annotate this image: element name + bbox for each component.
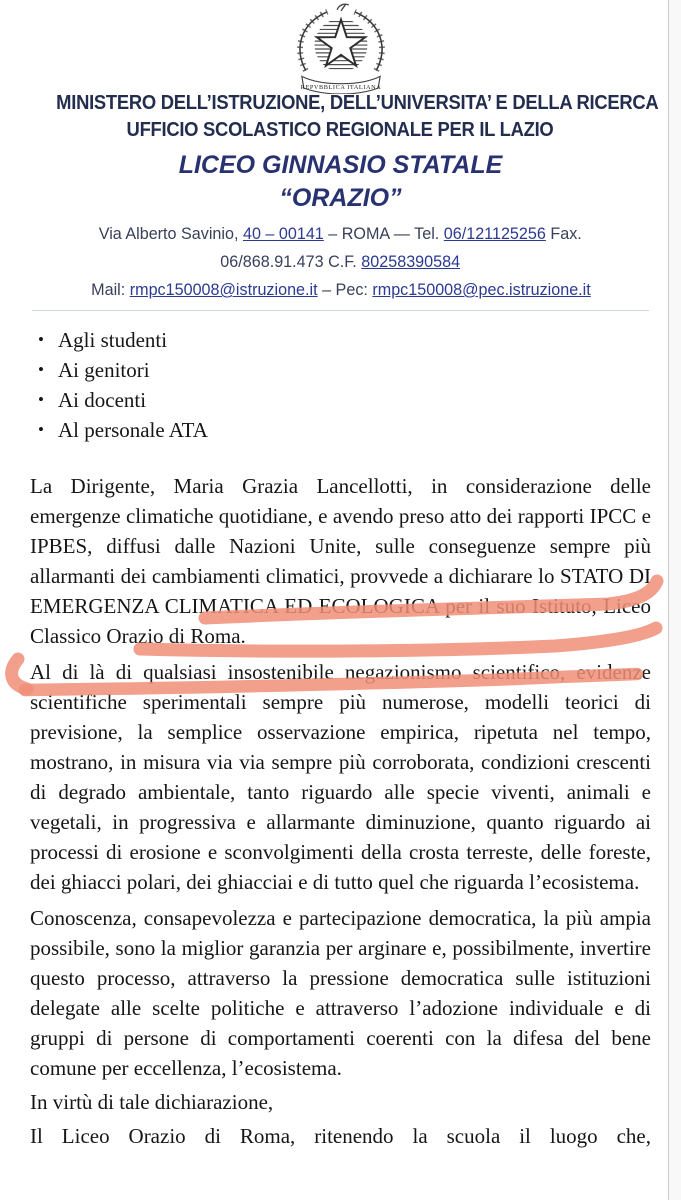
paragraph-declaration: La Dirigente, Maria Grazia Lancellotti, in considerazione delle emergenze climatiche quotidiane, e avendo preso atto dei rapporti IPCC e IPBES, diffusi dalle Nazioni Unite, sulle conseguenze sempre più allarmanti dei cambiamenti climatici, provvede a dichiarare lo STATO DI EMERGENZA CLIMATICA ED ECOLOGICA per il suo Istituto, Liceo Classico Orazio di Roma.: [30, 474, 651, 648]
star-icon: [316, 20, 364, 66]
letter-body: [30, 471, 651, 1151]
recipients-list: [38, 325, 651, 445]
school-alias: “ORAZIO”: [279, 184, 402, 212]
page-edge-line: [668, 0, 669, 1200]
bullet-icon: •: [38, 390, 44, 409]
emblem-container: [30, 0, 651, 90]
italy-republic-emblem-icon: [282, 2, 400, 94]
fiscal-code-link[interactable]: 80258390584: [361, 252, 461, 271]
contact-line-mail: Mail: rmpc150008@istruzione.it – Pec: rmpc150008@pec.istruzione.it: [90, 280, 591, 299]
pec-link[interactable]: rmpc150008@pec.istruzione.it: [371, 280, 591, 299]
recipient-item: • Ai docenti: [38, 385, 651, 415]
contact-line-address: Via Alberto Savinio, 40 – 00141 – ROMA — Tel. 06/121125256 Fax.: [98, 224, 583, 243]
address-link[interactable]: 40 – 00141: [243, 224, 325, 243]
emblem-banner-text: REPVBBLICA ITALIANA: [300, 84, 381, 92]
bullet-icon: •: [38, 360, 44, 379]
recipient-item: • Ai genitori: [38, 355, 651, 385]
school-name: LICEO GINNASIO STATALE: [178, 151, 503, 179]
ministry-line-1: MINISTERO DELL’ISTRUZIONE, DELL’UNIVERSITA’ E DELLA RICERCA: [56, 92, 659, 114]
recipient-item: • Al personale ATA: [38, 415, 651, 445]
bullet-icon: •: [38, 420, 44, 439]
mail-link[interactable]: rmpc150008@istruzione.it: [129, 280, 318, 299]
paragraph-in-virtue: In virtù di tale dichiarazione,: [30, 1090, 274, 1114]
paragraph-liceo-intro: Il Liceo Orazio di Roma, ritenendo la scuola il luogo che,: [30, 1124, 651, 1148]
ministry-line-2: UFFICIO SCOLASTICO REGIONALE PER IL LAZIO: [127, 119, 554, 141]
recipient-item: • Agli studenti: [38, 325, 651, 355]
header-divider: [32, 310, 649, 311]
phone-link[interactable]: 06/121125256: [444, 224, 547, 243]
contact-block: [30, 220, 651, 304]
paragraph-awareness: Conoscenza, consapevolezza e partecipazione democratica, la più ampia possibile, sono la miglior garanzia per arginare e, possibilmente, invertire questo processo, attraverso la pressione democratica sulle istituzioni delegate alle scelte politiche e attraverso l’adozione individuale e di gruppi di persone di comportamenti coerenti con la difesa del bene comune per eccellenza, l’ecosistema.: [30, 906, 651, 1080]
bullet-icon: •: [38, 330, 44, 349]
contact-line-fax-cf: 06/868.91.473 C.F. 80258390584: [220, 252, 461, 271]
paragraph-evidence: Al di là di qualsiasi insostenibile negazionismo scientifico, evidenze scientifiche sperimentali sempre più numerose, modelli teorici di previsione, la semplice osservazione empirica, ripetuta nel tempo, mostrano, in misura via via sempre più corroborata, condizioni crescenti di degrado ambientale, tanto riguardo alle specie viventi, animali e vegetali, in progressiva e allarmante diminuzione, quanto riguardo ai processi di erosione e sconvolgimenti della crosta terreste, delle foreste, dei ghiacci polari, dei ghiacciai e di tutto quel che riguarda l’ecosistema.: [30, 660, 651, 894]
